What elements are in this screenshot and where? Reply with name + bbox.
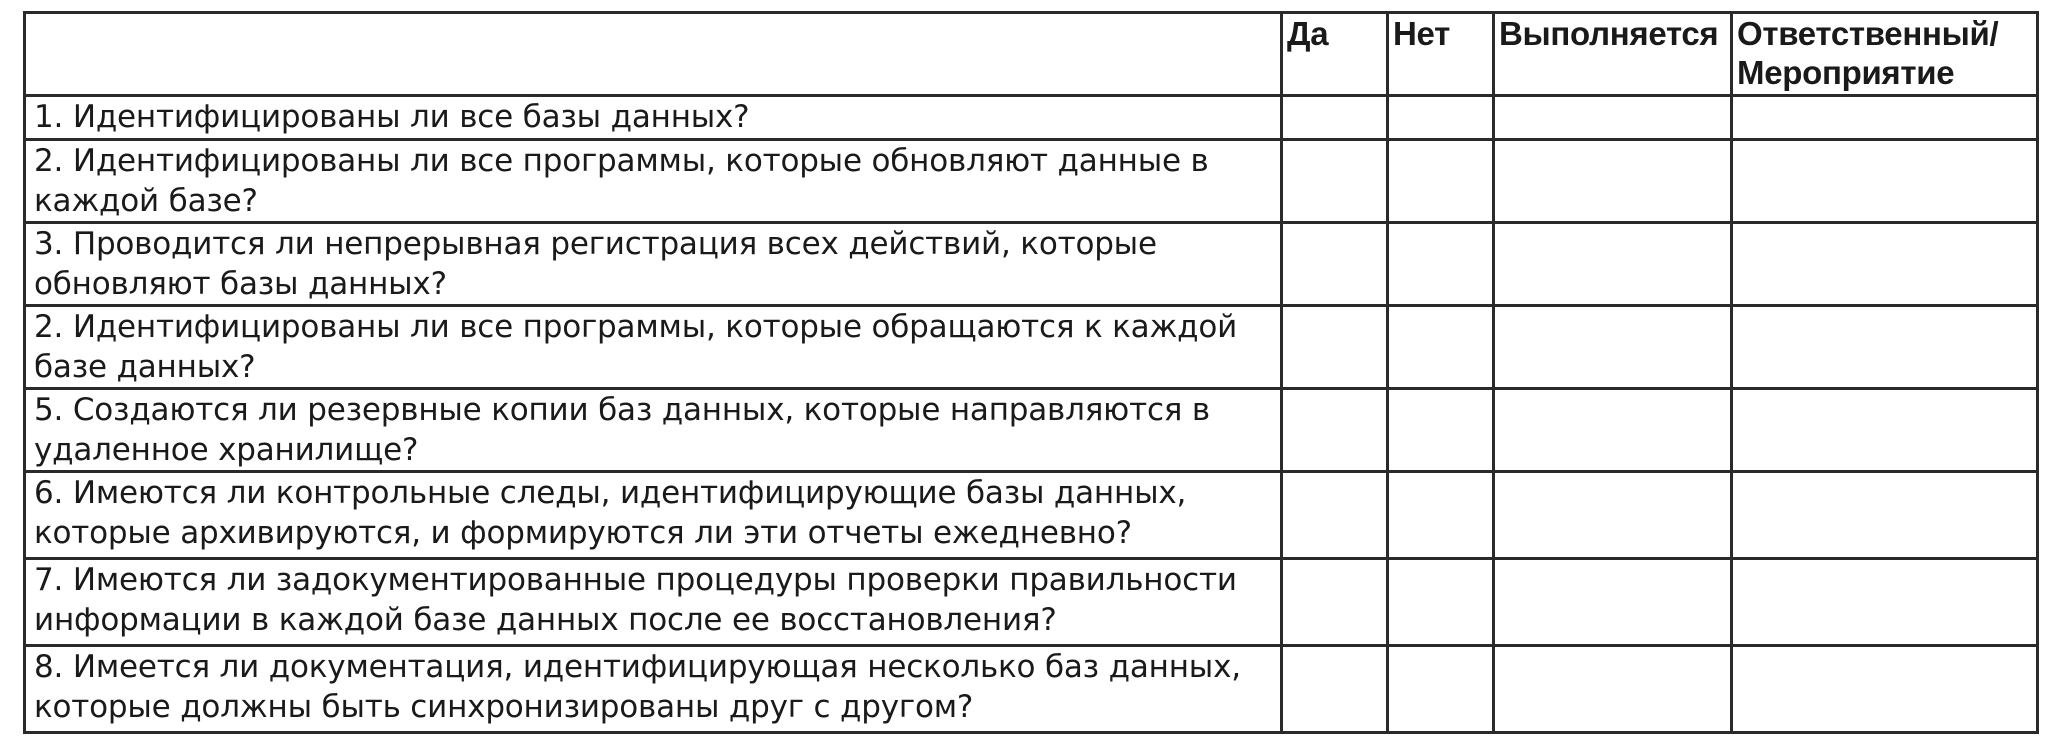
- question-cell: [25, 472, 1282, 559]
- yes-cell[interactable]: [1282, 140, 1388, 223]
- yes-cell[interactable]: [1282, 472, 1388, 559]
- in-progress-cell[interactable]: [1494, 223, 1732, 306]
- no-cell[interactable]: [1388, 306, 1494, 389]
- table-row: [25, 472, 2038, 559]
- in-progress-cell[interactable]: [1494, 559, 1732, 646]
- question-cell: [25, 96, 1282, 140]
- in-progress-cell[interactable]: [1494, 646, 1732, 733]
- no-cell[interactable]: [1388, 223, 1494, 306]
- in-progress-cell[interactable]: [1494, 472, 1732, 559]
- question-text: 2. Идентифицированы ли все программы, которые обращаются к каждой базе данных?: [34, 309, 1238, 385]
- question-text: 6. Имеются ли контрольные следы, идентифицирующие базы данных, которые архивируются, и формируются ли эти отчеты ежедневно?: [34, 475, 1187, 551]
- question-cell: [25, 140, 1282, 223]
- header-yes: Да: [1282, 13, 1388, 96]
- responsible-cell[interactable]: [1732, 223, 2038, 306]
- no-cell[interactable]: [1388, 559, 1494, 646]
- yes-cell[interactable]: [1282, 646, 1388, 733]
- table-row: [25, 559, 2038, 646]
- yes-cell[interactable]: [1282, 223, 1388, 306]
- table-row: [25, 646, 2038, 733]
- no-cell[interactable]: [1388, 646, 1494, 733]
- question-cell: [25, 389, 1282, 472]
- responsible-cell[interactable]: [1732, 472, 2038, 559]
- responsible-cell[interactable]: [1732, 306, 2038, 389]
- table-row: [25, 223, 2038, 306]
- header-no: Нет: [1388, 13, 1494, 96]
- question-cell: [25, 559, 1282, 646]
- responsible-cell[interactable]: [1732, 389, 2038, 472]
- question-text: 3. Проводится ли непрерывная регистрация всех действий, которые обновляют базы данных?: [34, 226, 1157, 302]
- in-progress-cell[interactable]: [1494, 389, 1732, 472]
- responsible-cell[interactable]: [1732, 559, 2038, 646]
- question-text: 1. Идентифицированы ли все базы данных?: [34, 99, 750, 135]
- responsible-cell[interactable]: [1732, 140, 2038, 223]
- question-text: 8. Имеется ли документация, идентифицирующая несколько баз данных, которые должны быть синхронизированы друг с другом?: [34, 649, 1241, 725]
- header-in-progress: Выполняется: [1494, 13, 1732, 96]
- yes-cell[interactable]: [1282, 389, 1388, 472]
- in-progress-cell[interactable]: [1494, 140, 1732, 223]
- table-row: [25, 389, 2038, 472]
- table-row: [25, 140, 2038, 223]
- responsible-cell[interactable]: [1732, 646, 2038, 733]
- header-responsible: Ответственный/ Мероприятие: [1732, 13, 2038, 96]
- question-cell: [25, 223, 1282, 306]
- in-progress-cell[interactable]: [1494, 96, 1732, 140]
- database-checklist-table: [23, 11, 2039, 734]
- question-text: 7. Имеются ли задокументированные процедуры проверки правильности информации в каждой базе данных после ее восстановления?: [34, 562, 1237, 638]
- header-row: [25, 13, 2038, 96]
- no-cell[interactable]: [1388, 389, 1494, 472]
- question-text: 5. Создаются ли резервные копии баз данных, которые направляются в удаленное хранилище?: [34, 392, 1210, 468]
- question-cell: [25, 646, 1282, 733]
- no-cell[interactable]: [1388, 140, 1494, 223]
- responsible-cell[interactable]: [1732, 96, 2038, 140]
- no-cell[interactable]: [1388, 472, 1494, 559]
- table-row: [25, 96, 2038, 140]
- yes-cell[interactable]: [1282, 306, 1388, 389]
- question-cell: [25, 306, 1282, 389]
- no-cell[interactable]: [1388, 96, 1494, 140]
- yes-cell[interactable]: [1282, 96, 1388, 140]
- table-row: [25, 306, 2038, 389]
- header-question: [25, 13, 1282, 96]
- yes-cell[interactable]: [1282, 559, 1388, 646]
- in-progress-cell[interactable]: [1494, 306, 1732, 389]
- question-text: 2. Идентифицированы ли все программы, которые обновляют данные в каждой базе?: [34, 143, 1209, 219]
